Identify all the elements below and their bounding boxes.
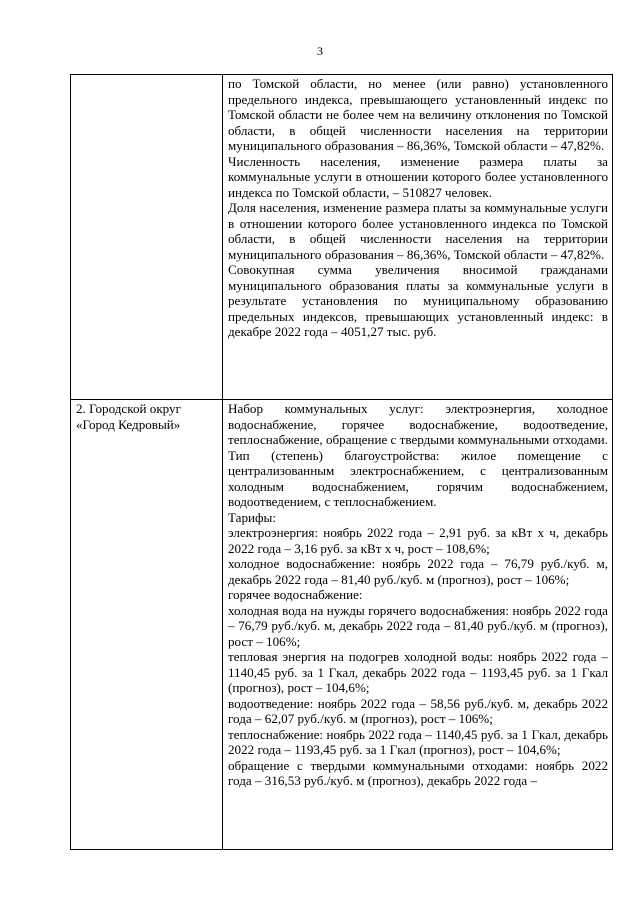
paragraph: тепловая энергия на подогрев холодной воды: ноябрь 2022 года – 1140,45 руб. за 1 Гкал, декабрь 2022 года – 1193,45 руб. за 1 Гкал (прогноз), рост – 104,6%; (228, 649, 608, 695)
table-row (71, 75, 613, 400)
table-cell-left (71, 400, 223, 850)
table-row (71, 400, 613, 850)
paragraph: водоотведение: ноябрь 2022 года – 58,56 руб./куб. м, декабрь 2022 года – 62,07 руб./куб. м (прогноз), рост – 106%; (228, 695, 608, 726)
paragraph: Набор коммунальных услуг: электроэнергия, холодное водоснабжение, горячее водоснабжение, водоотведение, теплоснабжение, обращение с твердыми коммунальными отходами. (228, 401, 608, 447)
paragraph: Доля населения, изменение размера платы за коммунальные услуги в отношении которого более установленного индекса по Томской области, в общей численности населения на территории муниципального образования – 86,36%, Томской области – 47,82%. (228, 200, 608, 262)
paragraph: Численность населения, изменение размера платы за коммунальные услуги в отношении которого более установленного индекса по Томской области, – 510827 человек. (228, 153, 608, 200)
table-cell-right (223, 400, 613, 850)
row-label: 2. Городской округ «Город Кедровый» (76, 401, 181, 432)
paragraph: Совокупная сумма увеличения вносимой гражданами муниципального образования платы за коммунальные услуги в результате установления по муниципальному образованию предельных индексов, превышающих установленный индекс: в декабре 2022 года – 4051,27 тыс. руб. (228, 262, 608, 339)
page-number: 3 (317, 44, 323, 58)
table-cell-left (71, 75, 223, 400)
paragraph: электроэнергия: ноябрь 2022 года – 2,91 руб. за кВт х ч, декабрь 2022 года – 3,16 руб. за кВт х ч, рост – 108,6%; (228, 525, 608, 556)
paragraph: холодная вода на нужды горячего водоснабжения: ноябрь 2022 года – 76,79 руб./куб. м, декабрь 2022 года – 81,40 руб./куб. м (прогноз), рост – 106%; (228, 602, 608, 649)
paragraph: холодное водоснабжение: ноябрь 2022 года – 76,79 руб./куб. м, декабрь 2022 года – 81,40 руб./куб. м (прогноз), рост – 106%; (228, 556, 608, 587)
paragraph: обращение с твердыми коммунальными отходами: ноябрь 2022 года – 316,53 руб./куб. м (прогноз), декабрь 2022 года – (228, 757, 608, 788)
paragraph: Тарифы: (228, 509, 276, 525)
table-cell-right (223, 75, 613, 400)
paragraph: теплоснабжение: ноябрь 2022 года – 1140,45 руб. за 1 Гкал, декабрь 2022 года – 1193,45 руб. за 1 Гкал (прогноз), рост – 104,6%; (228, 726, 608, 757)
tariff-table (70, 74, 613, 850)
paragraph: горячее водоснабжение: (228, 587, 363, 602)
paragraph: Тип (степень) благоустройства: жилое помещение с централизованным электроснабжением, с централизованным холодным водоснабжением, горячим водоснабжением, водоотведением, с теплоснабжением. (228, 447, 608, 509)
paragraph: по Томской области, но менее (или равно) установленного предельного индекса, превышающего установленный индекс по Томской области не более чем на величину отклонения по Томской области, в общей численности населения на территории муниципального образования – 86,36%, Томской области – 47,82%. (228, 76, 608, 153)
